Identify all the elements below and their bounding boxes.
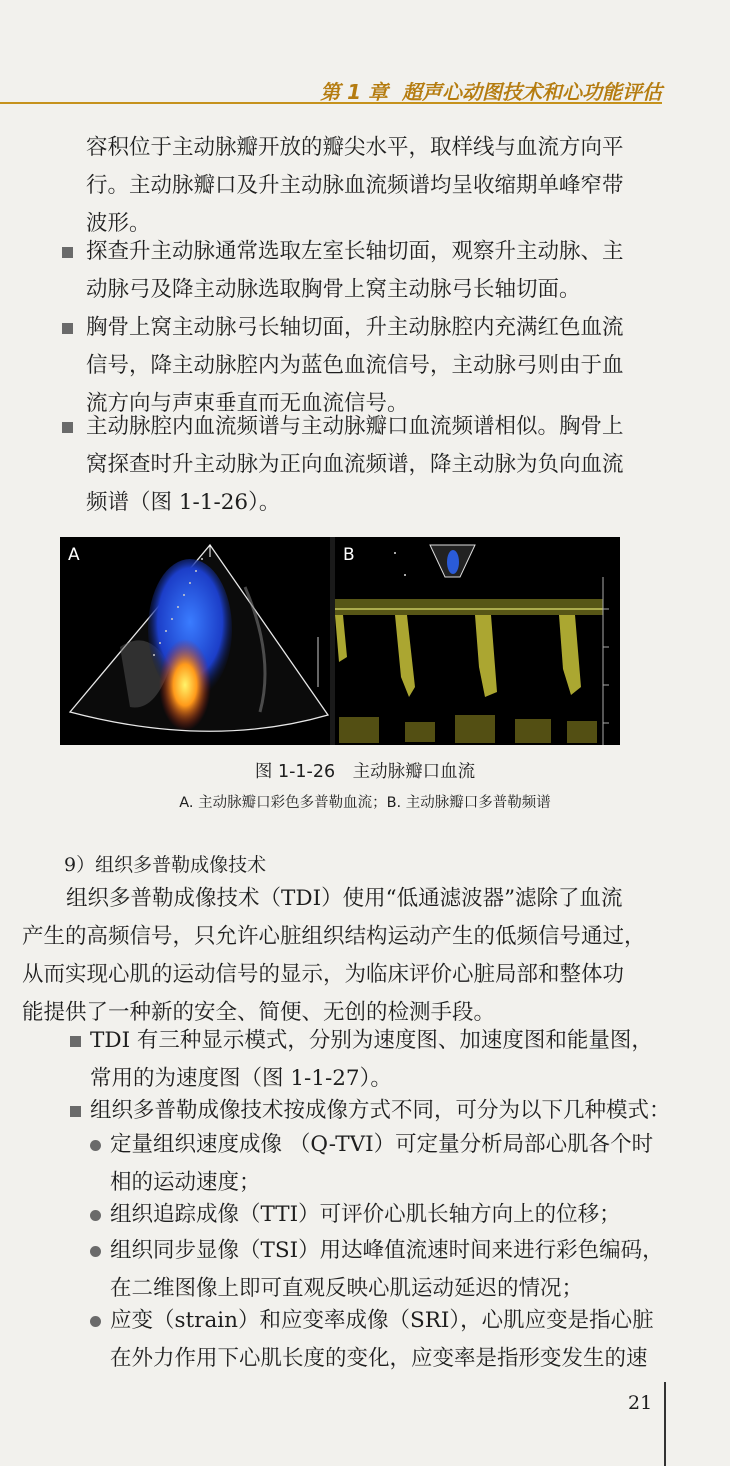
text-line: 在二维图像上即可直观反映心肌运动延迟的情况；	[110, 1276, 584, 1301]
text-line: 组织多普勒成像技术按成像方式不同，可分为以下几种模式：	[90, 1098, 671, 1123]
figure-1-1-26	[60, 537, 620, 745]
panel-a-label: A	[68, 545, 80, 565]
text-line: 行。主动脉瓣口及升主动脉血流频谱均呈收缩期单峰窄带	[86, 173, 624, 198]
intro-paragraph	[86, 129, 624, 243]
sub-bullet-item	[110, 1126, 653, 1202]
text-line: 组织追踪成像（TTI）可评价心肌长轴方向上的位移；	[110, 1202, 621, 1227]
text-line: 组织同步显像（TSI）用达峰值流速时间来进行彩色编码，	[110, 1238, 664, 1263]
round-bullet-icon	[90, 1140, 101, 1151]
bullet-item	[90, 1092, 671, 1130]
square-bullet-icon	[62, 422, 73, 433]
color-doppler-graphic	[60, 537, 330, 745]
bullet-item	[86, 408, 624, 522]
round-bullet-icon	[90, 1246, 101, 1257]
panel-b-label: B	[343, 545, 355, 565]
color-doppler-image	[60, 537, 330, 745]
square-bullet-icon	[62, 323, 73, 334]
text-line: 动脉弓及降主动脉选取胸骨上窝主动脉弓长轴切面。	[86, 277, 581, 302]
square-bullet-icon	[70, 1106, 81, 1117]
text-line: 信号，降主动脉腔内为蓝色血流信号，主动脉弓则由于血	[86, 353, 624, 378]
sub-bullet-item	[110, 1302, 654, 1378]
chapter-number: 第 1 章	[320, 80, 388, 104]
square-bullet-icon	[62, 247, 73, 258]
bullet-item	[90, 1022, 653, 1098]
bullet-item	[86, 233, 624, 309]
text-line: 波形。	[86, 211, 151, 236]
chapter-title	[320, 76, 662, 105]
text-line: 应变（strain）和应变率成像（SRI），心肌应变是指心脏	[110, 1308, 654, 1333]
text-line: 窝探查时升主动脉为正向血流频谱，降主动脉为负向血流	[86, 452, 624, 477]
text-line: TDI 有三种显示模式，分别为速度图、加速度图和能量图，	[90, 1028, 653, 1053]
sub-bullet-item	[110, 1196, 621, 1234]
bullet-item	[86, 309, 624, 423]
running-header	[0, 62, 662, 104]
text-line: 产生的高频信号，只允许心脏组织结构运动产生的低频信号通过，	[22, 924, 646, 949]
section-heading: 9）组织多普勒成像技术	[64, 854, 267, 876]
text-line: 从而实现心肌的运动信号的显示，为临床评价心脏局部和整体功	[22, 962, 625, 987]
text-line: 胸骨上窝主动脉弓长轴切面，升主动脉腔内充满红色血流	[86, 315, 624, 340]
sub-bullet-item	[110, 1232, 664, 1308]
text-line: 频谱（图 1-1-26）。	[86, 490, 281, 515]
doppler-spectrum-graphic	[335, 537, 620, 745]
square-bullet-icon	[70, 1036, 81, 1047]
doppler-spectrum-image	[335, 537, 620, 745]
text-line: 组织多普勒成像技术（TDI）使用“低通滤波器”滤除了血流	[66, 886, 623, 911]
text-line: 容积位于主动脉瓣开放的瓣尖水平，取样线与血流方向平	[86, 135, 624, 160]
tdi-paragraph	[22, 880, 646, 1032]
page-number: 21	[628, 1392, 653, 1414]
red-flow-region	[159, 639, 211, 731]
round-bullet-icon	[90, 1210, 101, 1221]
text-line: 相的运动速度；	[110, 1170, 261, 1195]
page-spine-rule	[664, 1382, 666, 1466]
text-line: 在外力作用下心肌长度的变化，应变率是指形变发生的速	[110, 1346, 648, 1371]
text-line: 能提供了一种新的安全、简便、无创的检测手段。	[22, 1000, 496, 1025]
chapter-name: 超声心动图技术和心功能评估	[402, 80, 662, 104]
figure-caption: 图 1-1-26 主动脉瓣口血流	[254, 762, 476, 782]
text-line: 定量组织速度成像 （Q-TVI）可定量分析局部心肌各个时	[110, 1132, 654, 1157]
round-bullet-icon	[90, 1316, 101, 1327]
text-line: 常用的为速度图（图 1-1-27）。	[90, 1066, 392, 1091]
figure-subcaption: A. 主动脉瓣口彩色多普勒血流；B. 主动脉瓣口多普勒频谱	[179, 795, 551, 811]
text-line: 探查升主动脉通常选取左室长轴切面，观察升主动脉、主	[86, 239, 624, 264]
text-line: 流方向与声束垂直而无血流信号。	[86, 391, 409, 416]
text-line: 主动脉腔内血流频谱与主动脉瓣口血流频谱相似。胸骨上	[86, 414, 624, 439]
